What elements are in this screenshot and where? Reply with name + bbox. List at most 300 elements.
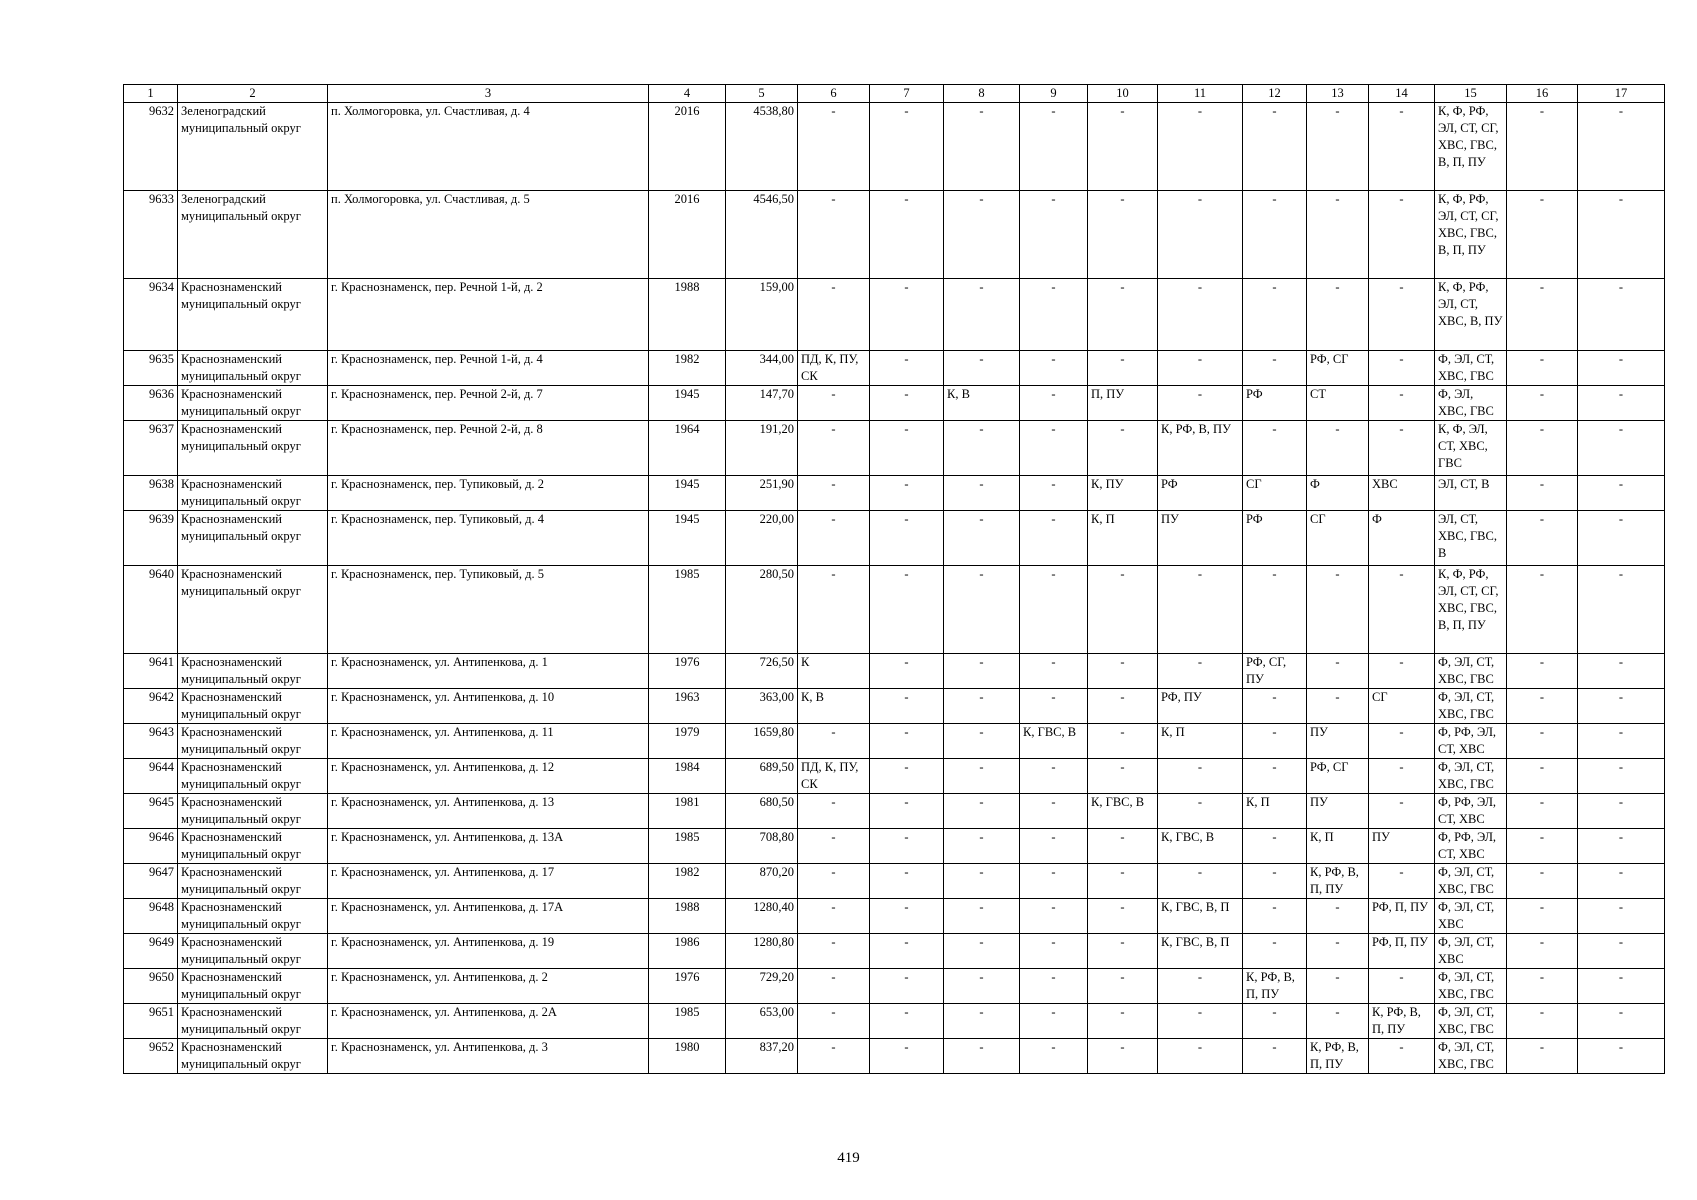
value-cell-col6: - — [798, 103, 870, 191]
row-number-cell: 9642 — [124, 689, 178, 724]
district-cell: Краснознаменский муниципальный округ — [178, 654, 328, 689]
address-cell: г. Краснознаменск, ул. Антипенкова, д. 17А — [328, 899, 649, 934]
value-cell-col8: - — [944, 191, 1020, 279]
value-cell-col14: - — [1369, 794, 1435, 829]
value-cell-col7: - — [870, 103, 944, 191]
address-cell: г. Краснознаменск, ул. Антипенкова, д. 2 — [328, 969, 649, 1004]
value-cell-col16: - — [1507, 511, 1578, 566]
value-cell-col6: - — [798, 279, 870, 351]
row-number-cell: 9639 — [124, 511, 178, 566]
address-cell: г. Краснознаменск, пер. Тупиковый, д. 5 — [328, 566, 649, 654]
value-cell-col16: - — [1507, 279, 1578, 351]
value-cell-col11: К, ГВС, В — [1158, 829, 1243, 864]
table-row — [124, 566, 1665, 654]
value-cell-col11: - — [1158, 1004, 1243, 1039]
table-row — [124, 829, 1665, 864]
value-cell-col8: - — [944, 759, 1020, 794]
year-cell: 1984 — [649, 759, 726, 794]
value-cell-col10: - — [1088, 103, 1158, 191]
value-cell-col15: К, Ф, РФ, ЭЛ, СТ, СГ, ХВС, ГВС, В, П, ПУ — [1435, 566, 1507, 654]
value-cell-col6: ПД, К, ПУ, СК — [798, 759, 870, 794]
area-cell: 147,70 — [726, 386, 798, 421]
value-cell-col17: - — [1578, 689, 1665, 724]
column-number-header: 1 — [124, 85, 178, 103]
value-cell-col11: ПУ — [1158, 511, 1243, 566]
value-cell-col10: К, П — [1088, 511, 1158, 566]
row-number-cell: 9650 — [124, 969, 178, 1004]
address-cell: г. Краснознаменск, ул. Антипенкова, д. 2А — [328, 1004, 649, 1039]
value-cell-col15: Ф, ЭЛ, СТ, ХВС, ГВС — [1435, 1039, 1507, 1074]
value-cell-col12: К, РФ, В, П, ПУ — [1243, 969, 1307, 1004]
value-cell-col8: - — [944, 689, 1020, 724]
value-cell-col6: - — [798, 566, 870, 654]
value-cell-col13: - — [1307, 689, 1369, 724]
value-cell-col14: - — [1369, 351, 1435, 386]
district-cell: Краснознаменский муниципальный округ — [178, 829, 328, 864]
value-cell-col16: - — [1507, 351, 1578, 386]
value-cell-col13: РФ, СГ — [1307, 351, 1369, 386]
value-cell-col9: - — [1020, 421, 1088, 476]
value-cell-col15: Ф, ЭЛ, СТ, ХВС — [1435, 934, 1507, 969]
value-cell-col8: - — [944, 476, 1020, 511]
value-cell-col9: - — [1020, 566, 1088, 654]
district-cell: Краснознаменский муниципальный округ — [178, 724, 328, 759]
value-cell-col12: - — [1243, 829, 1307, 864]
value-cell-col7: - — [870, 794, 944, 829]
value-cell-col14: - — [1369, 864, 1435, 899]
table-row — [124, 476, 1665, 511]
address-cell: г. Краснознаменск, пер. Речной 1-й, д. 4 — [328, 351, 649, 386]
value-cell-col14: СГ — [1369, 689, 1435, 724]
value-cell-col17: - — [1578, 191, 1665, 279]
district-cell: Краснознаменский муниципальный округ — [178, 421, 328, 476]
value-cell-col7: - — [870, 421, 944, 476]
year-cell: 1945 — [649, 511, 726, 566]
value-cell-col12: - — [1243, 689, 1307, 724]
value-cell-col16: - — [1507, 191, 1578, 279]
value-cell-col10: - — [1088, 899, 1158, 934]
value-cell-col6: - — [798, 794, 870, 829]
value-cell-col7: - — [870, 899, 944, 934]
table-row — [124, 279, 1665, 351]
column-number-header: 14 — [1369, 85, 1435, 103]
district-cell: Краснознаменский муниципальный округ — [178, 934, 328, 969]
table-row — [124, 969, 1665, 1004]
value-cell-col11: К, П — [1158, 724, 1243, 759]
year-cell: 1976 — [649, 654, 726, 689]
value-cell-col11: - — [1158, 191, 1243, 279]
value-cell-col10: - — [1088, 724, 1158, 759]
value-cell-col14: К, РФ, В, П, ПУ — [1369, 1004, 1435, 1039]
value-cell-col12: К, П — [1243, 794, 1307, 829]
value-cell-col13: К, П — [1307, 829, 1369, 864]
column-number-header: 6 — [798, 85, 870, 103]
value-cell-col12: РФ, СГ, ПУ — [1243, 654, 1307, 689]
column-number-header: 3 — [328, 85, 649, 103]
year-cell: 2016 — [649, 191, 726, 279]
value-cell-col10: - — [1088, 1039, 1158, 1074]
value-cell-col17: - — [1578, 899, 1665, 934]
value-cell-col11: - — [1158, 566, 1243, 654]
value-cell-col6: - — [798, 1039, 870, 1074]
value-cell-col10: - — [1088, 421, 1158, 476]
area-cell: 344,00 — [726, 351, 798, 386]
address-cell: г. Краснознаменск, ул. Антипенкова, д. 1 — [328, 654, 649, 689]
column-number-header: 13 — [1307, 85, 1369, 103]
value-cell-col6: - — [798, 191, 870, 279]
value-cell-col16: - — [1507, 654, 1578, 689]
address-cell: г. Краснознаменск, пер. Речной 1-й, д. 2 — [328, 279, 649, 351]
value-cell-col15: Ф, РФ, ЭЛ, СТ, ХВС — [1435, 724, 1507, 759]
value-cell-col13: ПУ — [1307, 794, 1369, 829]
district-cell: Краснознаменский муниципальный округ — [178, 899, 328, 934]
value-cell-col15: К, Ф, РФ, ЭЛ, СТ, ХВС, В, ПУ — [1435, 279, 1507, 351]
value-cell-col13: - — [1307, 654, 1369, 689]
value-cell-col17: - — [1578, 864, 1665, 899]
table-row — [124, 511, 1665, 566]
value-cell-col13: - — [1307, 1004, 1369, 1039]
value-cell-col6: - — [798, 829, 870, 864]
area-cell: 4538,80 — [726, 103, 798, 191]
value-cell-col13: СТ — [1307, 386, 1369, 421]
value-cell-col7: - — [870, 1004, 944, 1039]
value-cell-col11: - — [1158, 794, 1243, 829]
district-cell: Краснознаменский муниципальный округ — [178, 1004, 328, 1039]
value-cell-col16: - — [1507, 969, 1578, 1004]
address-cell: г. Краснознаменск, ул. Антипенкова, д. 3 — [328, 1039, 649, 1074]
column-number-header: 8 — [944, 85, 1020, 103]
address-cell: г. Краснознаменск, пер. Речной 2-й, д. 7 — [328, 386, 649, 421]
address-cell: п. Холмогоровка, ул. Счастливая, д. 4 — [328, 103, 649, 191]
value-cell-col12: - — [1243, 759, 1307, 794]
value-cell-col12: - — [1243, 351, 1307, 386]
value-cell-col12: РФ — [1243, 386, 1307, 421]
value-cell-col11: - — [1158, 1039, 1243, 1074]
district-cell: Зеленоградский муниципальный округ — [178, 103, 328, 191]
value-cell-col15: Ф, ЭЛ, ХВС, ГВС — [1435, 386, 1507, 421]
table-row — [124, 934, 1665, 969]
value-cell-col11: - — [1158, 759, 1243, 794]
value-cell-col7: - — [870, 864, 944, 899]
row-number-cell: 9644 — [124, 759, 178, 794]
value-cell-col9: - — [1020, 279, 1088, 351]
housing-registry-table — [123, 84, 1665, 1074]
value-cell-col12: - — [1243, 279, 1307, 351]
column-number-header: 2 — [178, 85, 328, 103]
value-cell-col12: - — [1243, 103, 1307, 191]
district-cell: Краснознаменский муниципальный округ — [178, 1039, 328, 1074]
address-cell: г. Краснознаменск, ул. Антипенкова, д. 12 — [328, 759, 649, 794]
value-cell-col6: - — [798, 969, 870, 1004]
area-cell: 159,00 — [726, 279, 798, 351]
value-cell-col16: - — [1507, 899, 1578, 934]
value-cell-col9: - — [1020, 191, 1088, 279]
value-cell-col10: - — [1088, 829, 1158, 864]
district-cell: Краснознаменский муниципальный округ — [178, 864, 328, 899]
value-cell-col7: - — [870, 566, 944, 654]
value-cell-col14: - — [1369, 969, 1435, 1004]
table-row — [124, 1004, 1665, 1039]
value-cell-col17: - — [1578, 969, 1665, 1004]
column-number-header: 4 — [649, 85, 726, 103]
page-number: 419 — [837, 1150, 860, 1166]
value-cell-col12: - — [1243, 191, 1307, 279]
table-row — [124, 421, 1665, 476]
value-cell-col8: - — [944, 724, 1020, 759]
table-row — [124, 794, 1665, 829]
value-cell-col14: - — [1369, 654, 1435, 689]
value-cell-col11: - — [1158, 969, 1243, 1004]
value-cell-col13: Ф — [1307, 476, 1369, 511]
row-number-cell: 9652 — [124, 1039, 178, 1074]
value-cell-col15: Ф, ЭЛ, СТ, ХВС, ГВС — [1435, 351, 1507, 386]
district-cell: Краснознаменский муниципальный округ — [178, 476, 328, 511]
value-cell-col8: - — [944, 899, 1020, 934]
value-cell-col13: - — [1307, 279, 1369, 351]
area-cell: 1659,80 — [726, 724, 798, 759]
value-cell-col11: К, РФ, В, ПУ — [1158, 421, 1243, 476]
value-cell-col10: - — [1088, 689, 1158, 724]
value-cell-col8: К, В — [944, 386, 1020, 421]
column-number-header: 16 — [1507, 85, 1578, 103]
table-row — [124, 351, 1665, 386]
value-cell-col9: - — [1020, 794, 1088, 829]
value-cell-col12: - — [1243, 1004, 1307, 1039]
value-cell-col10: - — [1088, 759, 1158, 794]
row-number-cell: 9651 — [124, 1004, 178, 1039]
value-cell-col7: - — [870, 191, 944, 279]
value-cell-col17: - — [1578, 724, 1665, 759]
value-cell-col10: - — [1088, 191, 1158, 279]
area-cell: 251,90 — [726, 476, 798, 511]
column-number-header: 17 — [1578, 85, 1665, 103]
value-cell-col8: - — [944, 351, 1020, 386]
value-cell-col16: - — [1507, 724, 1578, 759]
value-cell-col8: - — [944, 511, 1020, 566]
value-cell-col15: К, Ф, ЭЛ, СТ, ХВС, ГВС — [1435, 421, 1507, 476]
area-cell: 220,00 — [726, 511, 798, 566]
value-cell-col17: - — [1578, 511, 1665, 566]
year-cell: 1982 — [649, 864, 726, 899]
value-cell-col16: - — [1507, 864, 1578, 899]
value-cell-col16: - — [1507, 476, 1578, 511]
column-number-header: 15 — [1435, 85, 1507, 103]
value-cell-col6: К — [798, 654, 870, 689]
row-number-cell: 9641 — [124, 654, 178, 689]
row-number-cell: 9643 — [124, 724, 178, 759]
row-number-cell: 9648 — [124, 899, 178, 934]
table-row — [124, 864, 1665, 899]
area-cell: 4546,50 — [726, 191, 798, 279]
value-cell-col13: - — [1307, 421, 1369, 476]
value-cell-col8: - — [944, 969, 1020, 1004]
value-cell-col11: - — [1158, 654, 1243, 689]
year-cell: 1981 — [649, 794, 726, 829]
year-cell: 1976 — [649, 969, 726, 1004]
value-cell-col10: - — [1088, 864, 1158, 899]
year-cell: 2016 — [649, 103, 726, 191]
area-cell: 1280,80 — [726, 934, 798, 969]
table-row — [124, 1039, 1665, 1074]
value-cell-col13: - — [1307, 191, 1369, 279]
column-number-header: 12 — [1243, 85, 1307, 103]
value-cell-col10: - — [1088, 934, 1158, 969]
value-cell-col13: К, РФ, В, П, ПУ — [1307, 864, 1369, 899]
value-cell-col16: - — [1507, 1004, 1578, 1039]
area-cell: 729,20 — [726, 969, 798, 1004]
value-cell-col10: - — [1088, 566, 1158, 654]
value-cell-col11: - — [1158, 386, 1243, 421]
value-cell-col6: - — [798, 724, 870, 759]
column-number-header: 7 — [870, 85, 944, 103]
value-cell-col16: - — [1507, 1039, 1578, 1074]
value-cell-col16: - — [1507, 689, 1578, 724]
value-cell-col14: - — [1369, 191, 1435, 279]
value-cell-col14: - — [1369, 103, 1435, 191]
area-cell: 689,50 — [726, 759, 798, 794]
value-cell-col7: - — [870, 759, 944, 794]
value-cell-col9: - — [1020, 103, 1088, 191]
value-cell-col6: - — [798, 421, 870, 476]
value-cell-col6: ПД, К, ПУ, СК — [798, 351, 870, 386]
value-cell-col7: - — [870, 934, 944, 969]
value-cell-col13: - — [1307, 899, 1369, 934]
district-cell: Краснознаменский муниципальный округ — [178, 351, 328, 386]
value-cell-col7: - — [870, 969, 944, 1004]
value-cell-col12: - — [1243, 421, 1307, 476]
value-cell-col7: - — [870, 654, 944, 689]
value-cell-col17: - — [1578, 103, 1665, 191]
value-cell-col7: - — [870, 386, 944, 421]
year-cell: 1988 — [649, 279, 726, 351]
district-cell: Краснознаменский муниципальный округ — [178, 566, 328, 654]
value-cell-col15: К, Ф, РФ, ЭЛ, СТ, СГ, ХВС, ГВС, В, П, ПУ — [1435, 191, 1507, 279]
year-cell: 1964 — [649, 421, 726, 476]
value-cell-col9: - — [1020, 351, 1088, 386]
row-number-cell: 9649 — [124, 934, 178, 969]
address-cell: г. Краснознаменск, пер. Тупиковый, д. 2 — [328, 476, 649, 511]
value-cell-col10: - — [1088, 654, 1158, 689]
value-cell-col9: - — [1020, 1004, 1088, 1039]
year-cell: 1963 — [649, 689, 726, 724]
row-number-cell: 9647 — [124, 864, 178, 899]
value-cell-col15: К, Ф, РФ, ЭЛ, СТ, СГ, ХВС, ГВС, В, П, ПУ — [1435, 103, 1507, 191]
district-cell: Краснознаменский муниципальный округ — [178, 689, 328, 724]
value-cell-col14: - — [1369, 279, 1435, 351]
value-cell-col8: - — [944, 1004, 1020, 1039]
area-cell: 363,00 — [726, 689, 798, 724]
value-cell-col8: - — [944, 1039, 1020, 1074]
value-cell-col10: - — [1088, 1004, 1158, 1039]
address-cell: п. Холмогоровка, ул. Счастливая, д. 5 — [328, 191, 649, 279]
area-cell: 870,20 — [726, 864, 798, 899]
value-cell-col17: - — [1578, 351, 1665, 386]
area-cell: 726,50 — [726, 654, 798, 689]
row-number-cell: 9633 — [124, 191, 178, 279]
value-cell-col15: ЭЛ, СТ, В — [1435, 476, 1507, 511]
value-cell-col10: К, ГВС, В — [1088, 794, 1158, 829]
value-cell-col16: - — [1507, 566, 1578, 654]
value-cell-col12: - — [1243, 724, 1307, 759]
value-cell-col17: - — [1578, 566, 1665, 654]
value-cell-col8: - — [944, 654, 1020, 689]
value-cell-col12: - — [1243, 566, 1307, 654]
column-number-header: 10 — [1088, 85, 1158, 103]
value-cell-col14: - — [1369, 1039, 1435, 1074]
value-cell-col9: - — [1020, 386, 1088, 421]
value-cell-col6: - — [798, 511, 870, 566]
value-cell-col14: Ф — [1369, 511, 1435, 566]
value-cell-col10: П, ПУ — [1088, 386, 1158, 421]
value-cell-col6: - — [798, 476, 870, 511]
year-cell: 1988 — [649, 899, 726, 934]
value-cell-col17: - — [1578, 829, 1665, 864]
value-cell-col11: К, ГВС, В, П — [1158, 934, 1243, 969]
year-cell: 1979 — [649, 724, 726, 759]
value-cell-col11: РФ — [1158, 476, 1243, 511]
value-cell-col17: - — [1578, 794, 1665, 829]
year-cell: 1985 — [649, 1004, 726, 1039]
value-cell-col8: - — [944, 794, 1020, 829]
address-cell: г. Краснознаменск, ул. Антипенкова, д. 13 — [328, 794, 649, 829]
value-cell-col9: - — [1020, 654, 1088, 689]
value-cell-col16: - — [1507, 829, 1578, 864]
value-cell-col15: Ф, ЭЛ, СТ, ХВС, ГВС — [1435, 1004, 1507, 1039]
value-cell-col10: - — [1088, 351, 1158, 386]
area-cell: 653,00 — [726, 1004, 798, 1039]
value-cell-col12: - — [1243, 864, 1307, 899]
value-cell-col9: - — [1020, 476, 1088, 511]
value-cell-col7: - — [870, 279, 944, 351]
row-number-cell: 9635 — [124, 351, 178, 386]
value-cell-col6: К, В — [798, 689, 870, 724]
value-cell-col7: - — [870, 724, 944, 759]
value-cell-col9: - — [1020, 511, 1088, 566]
district-cell: Зеленоградский муниципальный округ — [178, 191, 328, 279]
value-cell-col7: - — [870, 351, 944, 386]
address-cell: г. Краснознаменск, ул. Антипенкова, д. 17 — [328, 864, 649, 899]
value-cell-col17: - — [1578, 421, 1665, 476]
value-cell-col17: - — [1578, 759, 1665, 794]
value-cell-col14: ПУ — [1369, 829, 1435, 864]
district-cell: Краснознаменский муниципальный округ — [178, 279, 328, 351]
value-cell-col8: - — [944, 829, 1020, 864]
value-cell-col15: Ф, ЭЛ, СТ, ХВС, ГВС — [1435, 759, 1507, 794]
value-cell-col7: - — [870, 689, 944, 724]
year-cell: 1982 — [649, 351, 726, 386]
value-cell-col11: - — [1158, 864, 1243, 899]
value-cell-col16: - — [1507, 934, 1578, 969]
year-cell: 1980 — [649, 1039, 726, 1074]
district-cell: Краснознаменский муниципальный округ — [178, 794, 328, 829]
value-cell-col7: - — [870, 476, 944, 511]
value-cell-col15: Ф, РФ, ЭЛ, СТ, ХВС — [1435, 829, 1507, 864]
row-number-cell: 9637 — [124, 421, 178, 476]
value-cell-col9: - — [1020, 864, 1088, 899]
area-cell: 280,50 — [726, 566, 798, 654]
column-number-header: 9 — [1020, 85, 1088, 103]
value-cell-col6: - — [798, 934, 870, 969]
value-cell-col15: Ф, ЭЛ, СТ, ХВС, ГВС — [1435, 689, 1507, 724]
value-cell-col9: - — [1020, 969, 1088, 1004]
value-cell-col6: - — [798, 1004, 870, 1039]
value-cell-col9: - — [1020, 899, 1088, 934]
value-cell-col9: - — [1020, 1039, 1088, 1074]
value-cell-col11: РФ, ПУ — [1158, 689, 1243, 724]
value-cell-col14: ХВС — [1369, 476, 1435, 511]
row-number-cell: 9634 — [124, 279, 178, 351]
value-cell-col6: - — [798, 899, 870, 934]
